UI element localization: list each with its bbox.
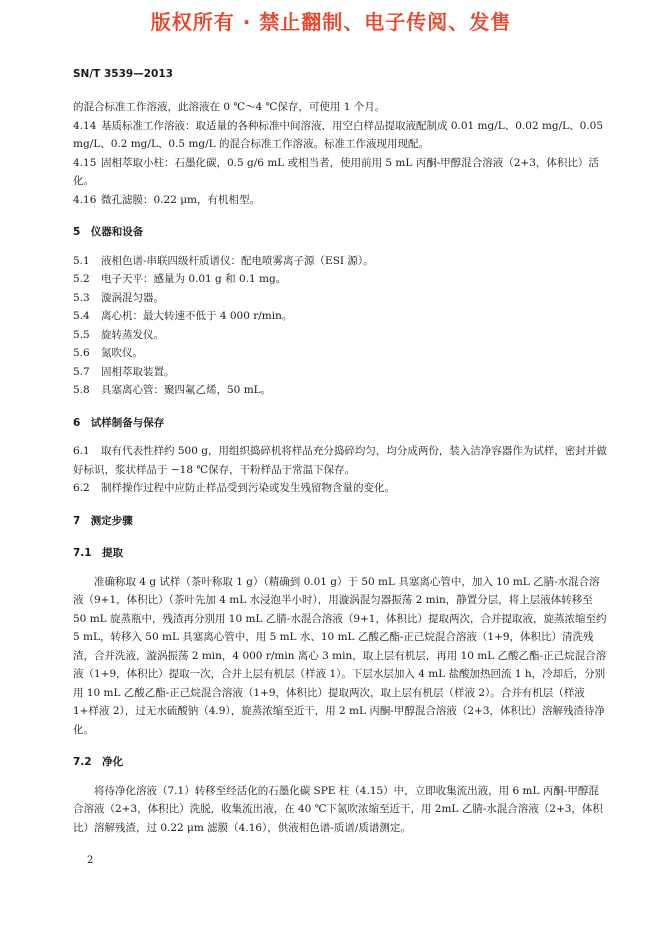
clause-number: 5.6 xyxy=(73,347,90,359)
paragraph-continuation: 的混合标准工作溶液，此溶液在 0 ℃～4 ℃保存，可使用 1 个月。 xyxy=(73,101,386,113)
clause-text: 制样操作过程中应防止样品受到污染或发生残留物含量的变化。 xyxy=(101,482,395,494)
clause-number: 4.16 xyxy=(73,193,97,206)
list-item xyxy=(73,363,609,382)
clause-4-16 xyxy=(73,191,609,210)
clause-number: 5.3 xyxy=(73,291,90,304)
section-5-list xyxy=(73,252,609,400)
clause-number: 6.2 xyxy=(73,482,90,494)
clause-number: 6.1 xyxy=(73,445,90,457)
clause-text: 电子天平：感量为 0.01 g 和 0.1 mg。 xyxy=(101,273,287,285)
section-6-heading: 6 试样制备与保存 xyxy=(73,416,165,429)
clause-number: 5.5 xyxy=(73,328,90,341)
copyright-watermark: 版权所有 · 禁止翻制、电子传阅、发售 xyxy=(150,10,512,34)
clause-text: 旋转蒸发仪。 xyxy=(101,328,164,341)
subsection-7-1-heading: 7.1 提取 xyxy=(73,547,124,559)
document-body xyxy=(73,98,609,837)
clause-number: 5.1 xyxy=(73,254,90,267)
clause-4-15 xyxy=(73,154,609,191)
clause-number: 5.4 xyxy=(73,310,90,322)
clause-number: 5.7 xyxy=(73,365,90,378)
clause-text: 固相萃取小柱：石墨化碳，0.5 g/6 mL 或相当者，使用前用 5 mL 丙酮-甲醇混合溶液（2+3，体积比）活化。 xyxy=(73,156,599,187)
clause-number: 4.15 xyxy=(73,156,97,169)
clause-text: 液相色谱-串联四级杆质谱仪：配电喷雾离子源（ESI 源）。 xyxy=(101,254,374,267)
list-item xyxy=(73,270,609,289)
clause-text: 固相萃取装置。 xyxy=(101,365,175,378)
clause-number: 5.8 xyxy=(73,384,90,396)
list-item xyxy=(73,381,609,400)
extraction-procedure: 准确称取 4 g 试样（茶叶称取 1 g）（精确到 0.01 g）于 50 mL 具塞离心管中，加入 10 mL 乙腈-水混合溶液（9+1，体积比）（茶叶先加 4 mL 水浸泡半小时），用漩涡混匀器振荡 2 min，静置分层，将上层液体转移至 50 mL 旋蒸瓶中，残渣再分别用 10 mL 乙腈-水混合溶液（9+1，体积比）提取两次，合并提取液，旋蒸浓缩至约 5 mL，转移入 50 mL 具塞离心管中，用 5 mL 水、10 mL 乙酸乙酯-正己烷混合溶液（1+9，体积比）清洗残渣，合并洗液，漩涡振荡 2 min，4 000 r/min 离心 3 min，取上层有机层，再用 10 mL 乙酸乙酯-正己烷混合溶液（1+9，体积比）提取一次，合并上层有机层（样液 1）。下层水层加入 4 mL 盐酸加热回流 1 h，冷却后，分别用 10 mL 乙酸乙酯-正己烷混合溶液（1+9，体积比）提取两次，取上层有机层（样液 2）。合并有机层（样液 1+样液 2），过无水硫酸钠（4.9），旋蒸浓缩至近干，用 2 mL 丙酮-甲醇混合溶液（2+3，体积比）溶解残渣待净化。 xyxy=(73,575,607,736)
subsection-7-2-heading: 7.2 净化 xyxy=(73,756,124,768)
section-5-heading: 5 仪器和设备 xyxy=(73,226,144,238)
clause-text: 取有代表性样约 500 g，用组织捣碎机将样品充分捣碎均匀，均分成两份，装入洁净容器作为试样，密封并做好标识，浆状样品于 −18 ℃保存，干粉样品于常温下保存。 xyxy=(73,445,607,476)
clause-text: 基质标准工作溶液：取适量的各种标准中间溶液，用空白样品提取液配制成 0.01 mg/L、0.02 mg/L、0.05 mg/L、0.2 mg/L、0.5 mg/L 的混合标准工作溶液。标准工作液现用现配。 xyxy=(73,119,604,150)
clause-6-1 xyxy=(73,442,609,479)
section-7-heading: 7 测定步骤 xyxy=(73,514,133,527)
list-item xyxy=(73,344,609,363)
clause-4-14 xyxy=(73,117,609,154)
clause-6-2 xyxy=(73,479,609,498)
clause-text: 离心机：最大转速不低于 4 000 r/min。 xyxy=(101,310,293,322)
list-item xyxy=(73,289,609,308)
document-code: SN/T 3539—2013 xyxy=(73,68,173,80)
clause-number: 4.14 xyxy=(73,119,97,132)
list-item xyxy=(73,252,609,271)
clause-text: 氮吹仪。 xyxy=(101,347,143,359)
list-item xyxy=(73,326,609,345)
clause-text: 漩涡混匀器。 xyxy=(101,291,164,304)
clause-number: 5.2 xyxy=(73,273,90,285)
clause-text: 微孔滤膜：0.22 μm，有机相型。 xyxy=(101,193,260,206)
page-number: 2 xyxy=(87,855,94,866)
list-item xyxy=(73,307,609,326)
cleanup-procedure: 将待净化溶液（7.1）转移至经活化的石墨化碳 SPE 柱（4.15）中，立即收集流出液，用 6 mL 丙酮-甲醇混合溶液（2+3，体积比）洗脱，收集流出液，在 40 ℃下氮吹浓缩至近干，用 2mL 乙腈-水混合溶液（2+3，体积比）溶解残渣，过 0.22 μm 滤膜（4.16），供液相色谱-质谱/质谱测定。 xyxy=(73,784,603,834)
clause-text: 具塞离心管：聚四氟乙烯，50 mL。 xyxy=(101,384,272,396)
